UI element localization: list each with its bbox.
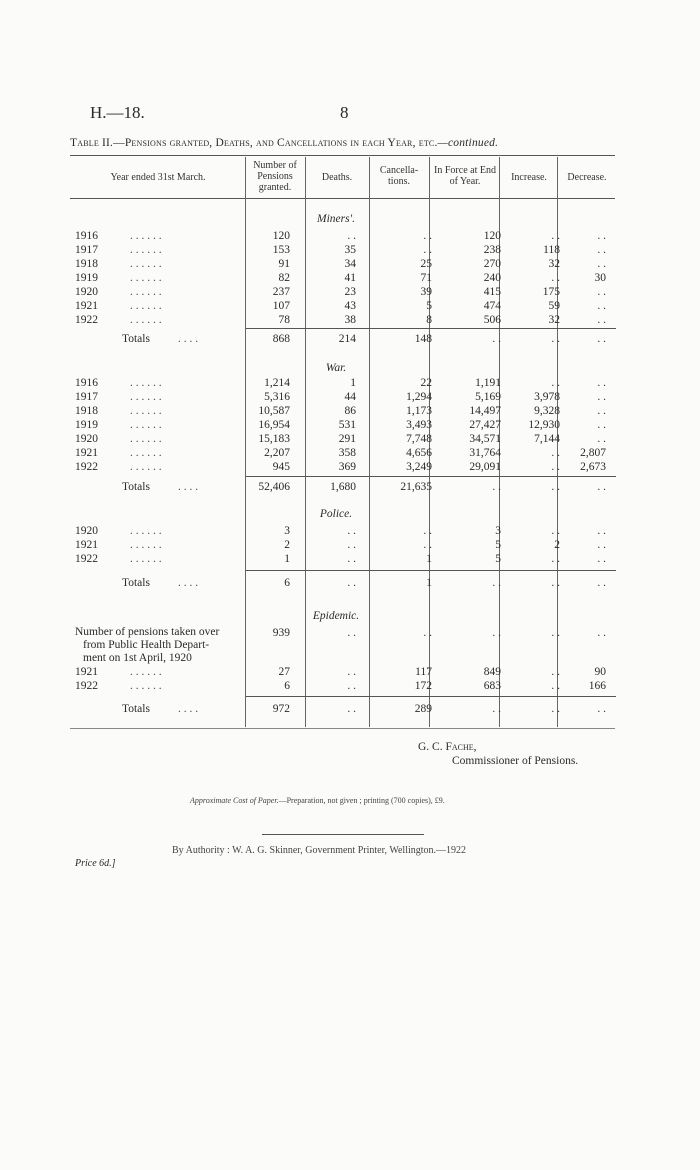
cell-deaths: 38 (344, 314, 356, 326)
cell-deaths: . . (347, 553, 356, 565)
leader-dots: . . . . (178, 481, 199, 493)
cell-decrease: . . (597, 703, 606, 715)
cell-in-force: . . (492, 627, 501, 639)
table-row (0, 271, 700, 285)
cell-increase: 59 (548, 300, 560, 312)
table-row (0, 538, 700, 552)
cell-year: 1922 (75, 461, 98, 473)
col-granted-header: Number of Pensions granted. (253, 160, 297, 193)
cell-increase: . . (551, 627, 560, 639)
signature-title: Commissioner of Pensions. (452, 755, 579, 767)
cell-cancellations: 3,249 (406, 461, 432, 473)
cell-granted: 107 (272, 300, 290, 312)
cell-decrease: . . (597, 525, 606, 537)
cell-increase: 175 (542, 286, 560, 298)
cell-increase: . . (551, 230, 560, 242)
cell-granted: 945 (272, 461, 290, 473)
table-row (0, 432, 700, 446)
cost-note (190, 796, 445, 805)
cell-decrease: . . (597, 627, 606, 639)
cell-increase: . . (551, 666, 560, 678)
cell-deaths: . . (347, 577, 356, 589)
cell-decrease: . . (597, 405, 606, 417)
cell-granted: 82 (278, 272, 290, 284)
page-number: 8 (340, 103, 349, 122)
table-row (0, 404, 700, 418)
cell-granted: 10,587 (258, 405, 290, 417)
totals-row (0, 702, 700, 716)
leader-dots: . . . . . . (130, 314, 162, 326)
cell-in-force: 849 (483, 666, 501, 678)
cell-cancellations: 8 (426, 314, 432, 326)
totals-label: Totals (122, 481, 150, 493)
section-title-miners: Miners'. (317, 213, 355, 225)
epidemic-note-line: Number of pensions taken over (75, 626, 220, 638)
cell-increase: 12,930 (528, 419, 560, 431)
cell-decrease: . . (597, 377, 606, 389)
leader-dots: . . . . . . (130, 553, 162, 565)
totals-label: Totals (122, 333, 150, 345)
leader-dots: . . . . . . (130, 525, 162, 537)
cell-granted: 972 (272, 703, 290, 715)
cell-decrease: . . (597, 419, 606, 431)
cell-cancellations: 21,635 (400, 481, 432, 493)
cell-increase: 9,328 (534, 405, 560, 417)
cell-in-force: 5 (495, 539, 501, 551)
table-row (0, 524, 700, 538)
cell-granted: 15,183 (258, 433, 290, 445)
col-decrease-header: Decrease. (567, 172, 607, 183)
col-year-header: Year ended 31st March. (110, 172, 206, 183)
epidemic-note-line: ment on 1st April, 1920 (83, 652, 192, 664)
cell-deaths: . . (347, 680, 356, 692)
header-top-rule (70, 155, 615, 156)
cell-in-force: 506 (483, 314, 501, 326)
cell-deaths: 86 (344, 405, 356, 417)
cell-decrease: . . (597, 481, 606, 493)
cell-year: 1921 (75, 447, 98, 459)
cell-deaths: 531 (338, 419, 356, 431)
col-deaths-header: Deaths. (321, 172, 353, 183)
table-row (0, 446, 700, 460)
cell-cancellations: . . (423, 244, 432, 256)
cell-increase: 2 (554, 539, 560, 551)
cell-in-force: 27,427 (469, 419, 501, 431)
cell-decrease: . . (597, 314, 606, 326)
cell-in-force: 270 (483, 258, 501, 270)
cell-year: 1916 (75, 377, 98, 389)
table-row (0, 285, 700, 299)
cell-in-force: 31,764 (469, 447, 501, 459)
cell-in-force: 5 (495, 553, 501, 565)
cell-cancellations: . . (423, 525, 432, 537)
cell-decrease: . . (597, 286, 606, 298)
cell-decrease: . . (597, 300, 606, 312)
table-row (0, 460, 700, 474)
cell-granted: 1 (284, 553, 290, 565)
table-title (70, 137, 498, 149)
cell-cancellations: 148 (414, 333, 432, 345)
cell-increase: . . (551, 553, 560, 565)
cell-increase: . . (551, 333, 560, 345)
cell-in-force: . . (492, 333, 501, 345)
cell-granted: 78 (278, 314, 290, 326)
cell-decrease: . . (597, 333, 606, 345)
cell-year: 1918 (75, 258, 98, 270)
cell-deaths: 1,680 (330, 481, 356, 493)
cell-year: 1919 (75, 272, 98, 284)
cell-deaths: 43 (344, 300, 356, 312)
cell-in-force: 34,571 (469, 433, 501, 445)
cell-decrease: 90 (594, 666, 606, 678)
cell-increase: . . (551, 447, 560, 459)
leader-dots: . . . . . . (130, 419, 162, 431)
cell-increase: 32 (548, 258, 560, 270)
cell-increase: . . (551, 461, 560, 473)
cell-increase: . . (551, 525, 560, 537)
cell-cancellations: 172 (414, 680, 432, 692)
totals-row (0, 576, 700, 590)
cell-increase: 32 (548, 314, 560, 326)
cell-decrease: . . (597, 244, 606, 256)
table-title-main: Table II.—Pensions granted, Deaths, and Cancellations in each Year, etc. (70, 137, 438, 149)
cell-decrease: . . (597, 539, 606, 551)
cell-granted: 3 (284, 525, 290, 537)
cell-year: 1920 (75, 433, 98, 445)
section-title-war: War. (325, 362, 347, 374)
table-title-continued: —continued. (437, 137, 499, 149)
cell-cancellations: 289 (414, 703, 432, 715)
leader-dots: . . . . . . (130, 461, 162, 473)
totals-row (0, 480, 700, 494)
cell-granted: 2 (284, 539, 290, 551)
epidemic-note-line: from Public Health Depart- (83, 639, 210, 651)
cell-year: 1922 (75, 553, 98, 565)
cell-increase: . . (551, 703, 560, 715)
cell-granted: 6 (284, 680, 290, 692)
cell-increase: . . (551, 481, 560, 493)
section-title-police: Police. (319, 508, 353, 520)
cell-increase: . . (551, 680, 560, 692)
cell-cancellations: 25 (420, 258, 432, 270)
cell-cancellations: 71 (420, 272, 432, 284)
cell-deaths: . . (347, 539, 356, 551)
cell-in-force: 29,091 (469, 461, 501, 473)
cell-decrease: 166 (588, 680, 606, 692)
cell-year: 1921 (75, 666, 98, 678)
cell-cancellations: . . (423, 230, 432, 242)
cell-in-force: 5,169 (475, 391, 501, 403)
leader-dots: . . . . . . (130, 244, 162, 256)
cell-deaths: . . (347, 666, 356, 678)
table-row (0, 313, 700, 327)
cell-in-force: 14,497 (469, 405, 501, 417)
cell-deaths: 214 (338, 333, 356, 345)
cell-deaths: 23 (344, 286, 356, 298)
cell-cancellations: 5 (426, 300, 432, 312)
cost-note-label: Approximate Cost of Paper. (190, 796, 279, 805)
cell-deaths: . . (347, 703, 356, 715)
imprint-rule (262, 834, 424, 835)
cell-deaths: . . (347, 627, 356, 639)
cell-deaths: 35 (344, 244, 356, 256)
cell-in-force: . . (492, 481, 501, 493)
table-row (0, 390, 700, 404)
cell-cancellations: 117 (415, 666, 432, 678)
cell-deaths: 369 (338, 461, 356, 473)
cell-year: 1917 (75, 244, 98, 256)
cost-note-text: —Preparation, not given ; printing (700 copies), £9. (278, 796, 445, 805)
cell-increase: . . (551, 272, 560, 284)
cell-increase: 118 (543, 244, 560, 256)
cell-deaths: 34 (344, 258, 356, 270)
leader-dots: . . . . . . (130, 300, 162, 312)
cell-year: 1918 (75, 405, 98, 417)
leader-dots: . . . . (178, 703, 199, 715)
cell-decrease: 2,807 (580, 447, 606, 459)
cell-decrease: 2,673 (580, 461, 606, 473)
cell-year: 1922 (75, 314, 98, 326)
leader-dots: . . . . . . (130, 286, 162, 298)
section-title-epidemic: Epidemic. (312, 610, 360, 622)
totals-rule (246, 328, 616, 329)
table-row (0, 376, 700, 390)
cell-cancellations: 1 (426, 553, 432, 565)
cell-deaths: 41 (344, 272, 356, 284)
leader-dots: . . . . . . (130, 230, 162, 242)
cell-granted: 868 (272, 333, 290, 345)
table-row (0, 243, 700, 257)
leader-dots: . . . . . . (130, 680, 162, 692)
cell-year: 1920 (75, 286, 98, 298)
table-row (0, 418, 700, 432)
leader-dots: . . . . . . (130, 433, 162, 445)
col-cancellations-header: Cancella- tions. (379, 165, 419, 187)
table-bottom-rule (70, 728, 615, 729)
cell-granted: 6 (284, 577, 290, 589)
cell-in-force: 415 (483, 286, 501, 298)
table-row (0, 299, 700, 313)
cell-decrease: . . (597, 433, 606, 445)
cell-in-force: 240 (483, 272, 501, 284)
cell-increase: 7,144 (534, 433, 560, 445)
cell-in-force: 238 (483, 244, 501, 256)
cell-cancellations: 1 (426, 577, 432, 589)
cell-cancellations: 4,656 (406, 447, 432, 459)
leader-dots: . . . . . . (130, 405, 162, 417)
cell-granted: 120 (272, 230, 290, 242)
header-bottom-rule (70, 198, 615, 199)
cell-in-force: . . (492, 577, 501, 589)
cell-deaths: 291 (338, 433, 356, 445)
cell-granted: 1,214 (264, 377, 290, 389)
col-in-force-header: In Force at End of Year. (434, 165, 496, 187)
cell-decrease: . . (597, 577, 606, 589)
totals-rule (246, 570, 616, 571)
cell-granted: 153 (272, 244, 290, 256)
cell-decrease: . . (597, 258, 606, 270)
leader-dots: . . . . . . (130, 272, 162, 284)
leader-dots: . . . . . . (130, 539, 162, 551)
cell-granted: 16,954 (258, 419, 290, 431)
signature-name: G. C. Fache, (418, 741, 477, 753)
cell-cancellations: 7,748 (406, 433, 432, 445)
table-row (0, 626, 700, 640)
leader-dots: . . . . . . (130, 447, 162, 459)
document-reference: H.—18. (90, 103, 145, 122)
cell-cancellations: 1,294 (406, 391, 432, 403)
cell-deaths: . . (347, 525, 356, 537)
cell-decrease: . . (597, 553, 606, 565)
table-row (0, 229, 700, 243)
cell-deaths: 1 (350, 377, 356, 389)
table-row (0, 679, 700, 693)
table-row (0, 665, 700, 679)
cell-cancellations: . . (423, 539, 432, 551)
col-increase-header: Increase. (511, 172, 547, 183)
cell-increase: 3,978 (534, 391, 560, 403)
cell-granted: 27 (278, 666, 290, 678)
cell-granted: 939 (272, 627, 290, 639)
leader-dots: . . . . . . (130, 391, 162, 403)
leader-dots: . . . . . . (130, 377, 162, 389)
cell-year: 1917 (75, 391, 98, 403)
leader-dots: . . . . (178, 577, 199, 589)
cell-increase: . . (551, 577, 560, 589)
cell-granted: 237 (272, 286, 290, 298)
printer-imprint: By Authority : W. A. G. Skinner, Government Printer, Wellington.—1922 (172, 845, 467, 856)
cell-decrease: . . (597, 391, 606, 403)
totals-rule (246, 476, 616, 477)
cell-deaths: . . (347, 230, 356, 242)
cell-year: 1922 (75, 680, 98, 692)
totals-label: Totals (122, 577, 150, 589)
totals-label: Totals (122, 703, 150, 715)
cell-year: 1916 (75, 230, 98, 242)
cell-cancellations: 3,493 (406, 419, 432, 431)
leader-dots: . . . . (178, 333, 199, 345)
cell-cancellations: . . (423, 627, 432, 639)
cell-year: 1919 (75, 419, 98, 431)
cell-granted: 91 (278, 258, 290, 270)
cell-decrease: . . (597, 230, 606, 242)
cell-granted: 2,207 (264, 447, 290, 459)
cell-in-force: 474 (483, 300, 501, 312)
cell-year: 1921 (75, 300, 98, 312)
cell-in-force: 120 (483, 230, 501, 242)
cell-in-force: 1,191 (475, 377, 501, 389)
price: Price 6d.] (75, 858, 116, 869)
totals-row (0, 332, 700, 346)
cell-deaths: 358 (338, 447, 356, 459)
cell-in-force: 3 (495, 525, 501, 537)
cell-granted: 5,316 (264, 391, 290, 403)
table-row (0, 552, 700, 566)
cell-cancellations: 39 (420, 286, 432, 298)
cell-deaths: 44 (344, 391, 356, 403)
cell-cancellations: 22 (420, 377, 432, 389)
cell-decrease: 30 (594, 272, 606, 284)
totals-rule (246, 696, 616, 697)
cell-cancellations: 1,173 (406, 405, 432, 417)
cell-granted: 52,406 (258, 481, 290, 493)
cell-year: 1920 (75, 525, 98, 537)
cell-in-force: . . (492, 703, 501, 715)
leader-dots: . . . . . . (130, 666, 162, 678)
cell-in-force: 683 (483, 680, 501, 692)
table-row (0, 257, 700, 271)
leader-dots: . . . . . . (130, 258, 162, 270)
cell-year: 1921 (75, 539, 98, 551)
cell-increase: . . (551, 377, 560, 389)
